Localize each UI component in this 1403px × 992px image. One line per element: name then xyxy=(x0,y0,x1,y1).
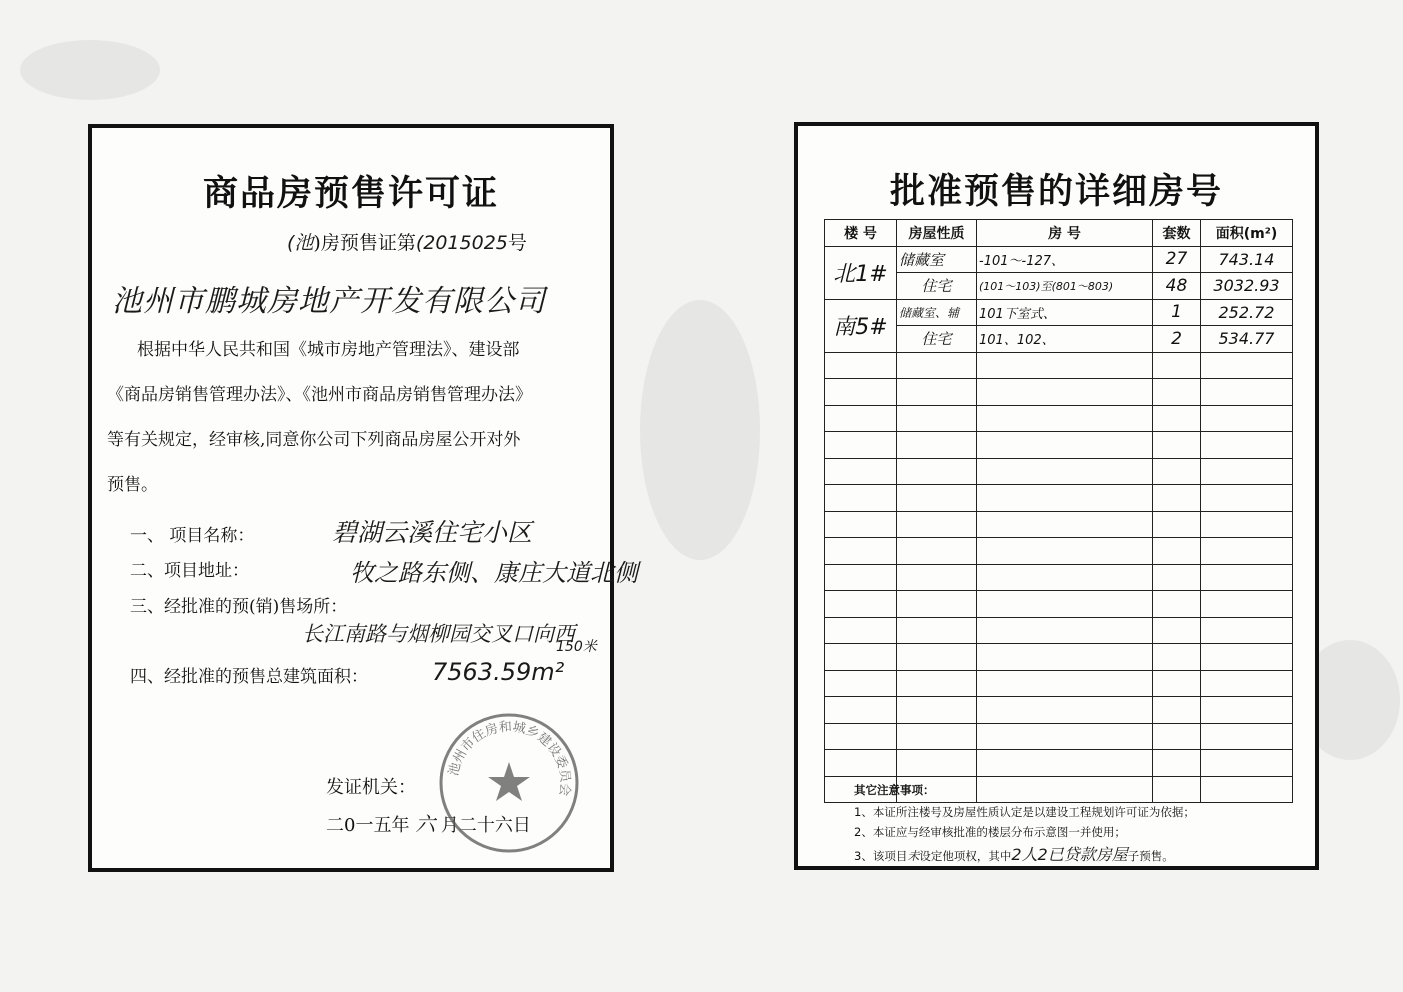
empty-cell xyxy=(1201,670,1293,697)
empty-cell xyxy=(825,352,897,379)
header-nature: 房屋性质 xyxy=(897,220,977,247)
date-rest: 月二十六日 xyxy=(440,815,531,836)
empty-cell xyxy=(1153,776,1201,803)
table-row-empty xyxy=(825,352,1293,379)
empty-cell xyxy=(1153,379,1201,406)
empty-cell xyxy=(897,432,977,459)
cell-building: 南5# xyxy=(825,299,897,352)
note-1: 1、本证所注楼号及房屋性质认定是以建设工程规划许可证为依据； xyxy=(854,805,1195,819)
empty-cell xyxy=(1201,723,1293,750)
empty-cell xyxy=(897,511,977,538)
item2-label: 二、项目地址： xyxy=(130,561,249,581)
cell-nature: 储藏室、辅 xyxy=(897,299,977,326)
empty-cell xyxy=(897,617,977,644)
table-row-empty xyxy=(825,617,1293,644)
cert-prefix-hand: (池 xyxy=(287,232,314,254)
cert-number-hand: (2015025 xyxy=(415,232,508,254)
cell-room: -101～-127、 xyxy=(977,246,1153,273)
table-row-empty xyxy=(825,432,1293,459)
cell-count: 48 xyxy=(1153,273,1201,300)
notes-title: 其它注意事项： xyxy=(854,783,935,797)
empty-cell xyxy=(1201,405,1293,432)
empty-cell xyxy=(1201,379,1293,406)
empty-cell xyxy=(897,750,977,777)
empty-cell xyxy=(825,644,897,671)
empty-cell xyxy=(1153,670,1201,697)
empty-cell xyxy=(1153,538,1201,565)
note-3-hand: 未 xyxy=(907,849,920,863)
cert-number-line xyxy=(287,228,527,255)
empty-cell xyxy=(1153,564,1201,591)
empty-cell xyxy=(825,485,897,512)
empty-cell xyxy=(977,352,1153,379)
empty-cell xyxy=(1201,458,1293,485)
cell-room: (101～103)至(801～803) xyxy=(977,273,1153,300)
header-area: 面积(m²) xyxy=(1201,220,1293,247)
empty-cell xyxy=(1201,511,1293,538)
cert-mid: )房预售证第 xyxy=(313,232,416,254)
empty-cell xyxy=(825,564,897,591)
cell-area: 743.14 xyxy=(1201,246,1293,273)
empty-cell xyxy=(825,432,897,459)
table-row xyxy=(825,299,1293,326)
room-detail-panel xyxy=(794,122,1319,870)
empty-cell xyxy=(825,723,897,750)
empty-cell xyxy=(1153,511,1201,538)
room-detail-title: 批准预售的详细房号 xyxy=(889,172,1223,212)
empty-cell xyxy=(825,591,897,618)
empty-cell xyxy=(1153,458,1201,485)
table-row-empty xyxy=(825,723,1293,750)
empty-cell xyxy=(897,591,977,618)
empty-cell xyxy=(977,405,1153,432)
empty-cell xyxy=(1153,644,1201,671)
empty-cell xyxy=(1153,617,1201,644)
empty-cell xyxy=(977,723,1153,750)
issuer-label: 发证机关： xyxy=(326,777,416,798)
empty-cell xyxy=(977,750,1153,777)
empty-cell xyxy=(897,485,977,512)
empty-cell xyxy=(1201,485,1293,512)
empty-cell xyxy=(1201,591,1293,618)
header-count: 套数 xyxy=(1153,220,1201,247)
empty-cell xyxy=(977,485,1153,512)
empty-cell xyxy=(977,697,1153,724)
empty-cell xyxy=(1153,697,1201,724)
empty-cell xyxy=(825,405,897,432)
empty-cell xyxy=(897,697,977,724)
date-month-hand: 六 xyxy=(415,812,436,836)
cell-area: 252.72 xyxy=(1201,299,1293,326)
header-building: 楼 号 xyxy=(825,220,897,247)
note-3-mid: 设定他项权，其中 xyxy=(919,849,1012,863)
empty-cell xyxy=(897,564,977,591)
table-row-empty xyxy=(825,644,1293,671)
cell-area: 3032.93 xyxy=(1201,273,1293,300)
empty-cell xyxy=(977,617,1153,644)
cell-room: 101下室式、 xyxy=(977,299,1153,326)
empty-cell xyxy=(1201,617,1293,644)
company-name: 池州市鹏城房地产开发有限公司 xyxy=(112,284,546,319)
empty-cell xyxy=(1153,723,1201,750)
empty-cell xyxy=(897,723,977,750)
cell-count: 1 xyxy=(1153,299,1201,326)
empty-cell xyxy=(977,379,1153,406)
table-row-empty xyxy=(825,538,1293,565)
cell-room: 101、102、 xyxy=(977,326,1153,353)
cert-suffix: 号 xyxy=(507,232,527,254)
scan-smudge xyxy=(640,300,760,560)
empty-cell xyxy=(825,617,897,644)
empty-cell xyxy=(977,511,1153,538)
item4-value: 7563.59m² xyxy=(432,658,565,686)
empty-cell xyxy=(1153,485,1201,512)
empty-cell xyxy=(1153,591,1201,618)
table-row-empty xyxy=(825,485,1293,512)
item3-value: 长江南路与烟柳园交叉口向西 xyxy=(302,622,575,646)
empty-cell xyxy=(825,697,897,724)
item4-label: 四、经批准的预售总建筑面积： xyxy=(130,667,368,687)
empty-cell xyxy=(825,379,897,406)
empty-cell xyxy=(977,776,1153,803)
header-room: 房 号 xyxy=(977,220,1153,247)
date-year: 二0一五年 xyxy=(326,815,410,836)
empty-cell xyxy=(1153,750,1201,777)
empty-cell xyxy=(1201,538,1293,565)
empty-cell xyxy=(1153,432,1201,459)
para-line: 等有关规定，经审核,同意你公司下列商品房屋公开对外 xyxy=(107,430,521,450)
empty-cell xyxy=(1201,644,1293,671)
table-row-empty xyxy=(825,458,1293,485)
empty-cell xyxy=(825,538,897,565)
cell-count: 2 xyxy=(1153,326,1201,353)
table-row xyxy=(825,246,1293,273)
empty-cell xyxy=(1201,776,1293,803)
empty-cell xyxy=(897,538,977,565)
item3-value-extra: 150米 xyxy=(556,639,597,655)
permit-title: 商品房预售许可证 xyxy=(202,174,499,214)
table-row-empty xyxy=(825,591,1293,618)
empty-cell xyxy=(1201,750,1293,777)
empty-cell xyxy=(977,644,1153,671)
empty-cell xyxy=(897,644,977,671)
empty-cell xyxy=(1201,564,1293,591)
official-seal-icon xyxy=(436,710,582,856)
empty-cell xyxy=(897,670,977,697)
empty-cell xyxy=(825,750,897,777)
cell-nature: 住宅 xyxy=(897,326,977,353)
empty-cell xyxy=(977,591,1153,618)
empty-cell xyxy=(1153,405,1201,432)
cell-building: 北1# xyxy=(825,246,897,299)
svg-text:池州市住房和城乡建设委员会: 池州市住房和城乡建设委员会 xyxy=(446,719,573,797)
empty-cell xyxy=(825,458,897,485)
table-row-empty xyxy=(825,379,1293,406)
table-row-empty xyxy=(825,697,1293,724)
scan-smudge xyxy=(20,40,160,100)
table-row-empty xyxy=(825,405,1293,432)
note-2: 2、本证应与经审核批准的楼层分布示意图一并使用； xyxy=(854,825,1126,839)
empty-cell xyxy=(977,564,1153,591)
para-line: 《商品房销售管理办法》、《池州市商品房销售管理办法》 xyxy=(107,385,532,405)
table-row-empty xyxy=(825,511,1293,538)
para-line: 根据中华人民共和国《城市房地产管理法》、建设部 xyxy=(137,340,520,360)
cell-area: 534.77 xyxy=(1201,326,1293,353)
presale-permit-panel xyxy=(88,124,638,872)
empty-cell xyxy=(897,405,977,432)
empty-cell xyxy=(897,458,977,485)
note-3-end: 子预售。 xyxy=(1127,849,1174,863)
cell-nature: 住宅 xyxy=(897,273,977,300)
empty-cell xyxy=(977,432,1153,459)
item2-value: 牧之路东侧、康庄大道北侧 xyxy=(350,559,638,587)
table-header-row xyxy=(825,220,1293,247)
empty-cell xyxy=(1201,352,1293,379)
permit-body xyxy=(107,328,599,508)
empty-cell xyxy=(825,670,897,697)
empty-cell xyxy=(1201,432,1293,459)
empty-cell xyxy=(977,670,1153,697)
cell-count: 27 xyxy=(1153,246,1201,273)
table-row-empty xyxy=(825,564,1293,591)
room-table xyxy=(824,219,1293,803)
empty-cell xyxy=(977,538,1153,565)
empty-cell xyxy=(977,458,1153,485)
item1-value: 碧湖云溪住宅小区 xyxy=(332,518,533,547)
table-row-empty xyxy=(825,750,1293,777)
empty-cell xyxy=(897,352,977,379)
empty-cell xyxy=(825,511,897,538)
table-row-empty xyxy=(825,670,1293,697)
empty-cell xyxy=(897,379,977,406)
note-3 xyxy=(854,842,1174,865)
empty-cell xyxy=(1201,697,1293,724)
item1-label: 一、 项目名称： xyxy=(130,526,255,546)
cell-nature: 储藏室 xyxy=(897,246,977,273)
para-line: 预售。 xyxy=(107,475,158,495)
empty-cell xyxy=(1153,352,1201,379)
note-3-hand2: 2人2已贷款房屋 xyxy=(1011,845,1128,864)
item3-label: 三、经批准的预(销)售场所： xyxy=(130,597,348,617)
note-3-start: 3、该项目 xyxy=(854,849,908,863)
